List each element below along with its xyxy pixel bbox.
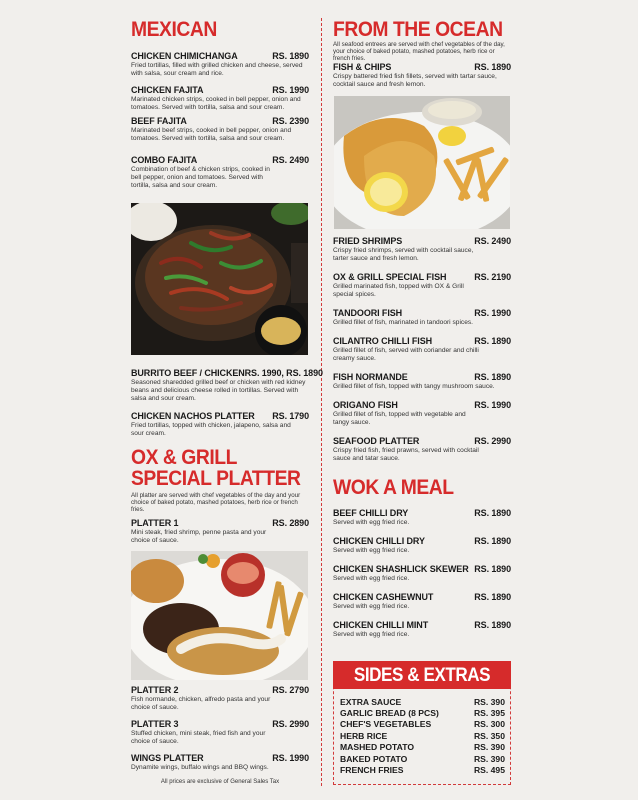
item-name: BURRITO BEEF / CHICKEN [131,367,245,379]
ocean-note: All seafood entrees are served with chef vegetables of the day, your choice of baked potato, mashed potatoes, herb rice or french fries. [333,41,505,62]
item-description: Fried tortillas, filled with grilled chicken and cheese, served with salsa, sour cream and rice. [131,62,303,78]
item-name: ORIGANO FISH [333,399,398,411]
column-divider [321,18,322,786]
item-description: Served with egg fried rice. [333,519,410,526]
item-description: Fried tortillas, topped with chicken, jalapeno, salsa and sour cream. [131,422,291,438]
item-description: Served with egg fried rice. [333,603,410,610]
item-name: CHICKEN CASHEWNUT [333,591,434,603]
item-price: RS. 2790 [272,684,309,696]
menu-item [333,564,511,583]
menu-item [333,592,511,611]
item-name: PLATTER 3 [131,718,179,730]
menu-item [333,272,511,299]
item-description: Grilled fillet of fish, topped with tangy mushroom sauce. [333,383,495,390]
side-name: CHEF'S VEGETABLES [340,719,432,729]
item-name: PLATTER 1 [131,517,179,529]
item-price: RS. 2890 [272,517,309,529]
fajita-photo [131,203,308,355]
side-price: RS. 495 [473,765,505,775]
item-description: Dynamite wings, buffalo wings and BBQ wings. [131,764,269,771]
item-price: RS. 1890 [272,50,309,62]
side-item [340,708,505,718]
menu-item [131,518,309,545]
side-item [340,765,505,775]
menu-item [131,685,309,712]
side-name: BAKED POTATO [340,754,408,764]
side-item [340,742,505,752]
item-name: CHICKEN FAJITA [131,84,204,96]
side-price: RS. 390 [473,697,505,707]
wok-title: WOK A MEAL [333,476,454,499]
item-name: WINGS PLATTER [131,752,204,764]
ox-grill-note: All platter are served with chef vegetables of the day and your choice of baked potato, mashed potatoes, herb rice or french fries. [131,492,301,513]
menu-item [131,51,309,78]
menu-item [131,411,309,438]
item-description: Grilled fillet of fish, topped with vegetable and tangy sauce. [333,411,466,427]
item-price: RS. 2390 [272,115,309,127]
side-name: EXTRA SAUCE [340,697,402,707]
item-name: CILANTRO CHILLI FISH [333,335,432,347]
item-price: RS. 1890 [474,507,511,519]
menu-item [131,155,309,191]
item-name: CHICKEN CHILLI MINT [333,619,429,631]
item-price: RS. 1990 [272,752,309,764]
sides-title: SIDES & EXTRAS [353,665,491,686]
side-price: RS. 390 [473,754,505,764]
item-description: Served with egg fried rice. [333,631,410,638]
side-item [340,731,505,741]
sides-banner [333,661,511,689]
menu-item [131,753,309,772]
ox-grill-title-line2: SPECIAL PLATTER [131,467,301,490]
item-description: Mini steak, fried shrimp, penne pasta and your choice of sauce. [131,529,267,545]
side-item [340,719,505,729]
item-price: RS. 1790 [272,410,309,422]
item-price: RS. 1990, RS. 1890 [244,367,323,379]
item-description: Marinated chicken strips, cooked in bell pepper, onion and tomatoes. Served with tortilla, salsa and sour cream. [131,96,301,112]
item-description: Grilled marinated fish, topped with OX & Grill special spices. [333,283,464,299]
item-description: Served with egg fried rice. [333,547,410,554]
item-price: RS. 2990 [474,435,511,447]
item-name: FRIED SHRIMPS [333,235,403,247]
item-name: FISH & CHIPS [333,61,392,73]
menu-item [333,620,511,639]
item-description: Marinated beef strips, cooked in bell pepper, onion and tomatoes. Served with tortilla, salsa and sour cream. [131,127,292,143]
item-price: RS. 1890 [474,563,511,575]
item-price: RS. 2990 [272,718,309,730]
item-name: BEEF CHILLI DRY [333,507,409,519]
item-description: Grilled fillet of fish, served with coriander and chilli creamy sauce. [333,347,479,363]
item-name: COMBO FAJITA [131,154,198,166]
item-price: RS. 1990 [474,307,511,319]
menu-item [131,719,309,746]
menu-item [333,400,511,427]
side-name: MASHED POTATO [340,742,415,752]
item-price: RS. 2490 [474,235,511,247]
menu-item [333,236,511,263]
menu-item [333,336,511,363]
ox-grill-title-line1: OX & GRILL [131,446,237,469]
item-name: FISH NORMANDE [333,371,408,383]
item-name: CHICKEN NACHOS PLATTER [131,410,255,422]
item-description: Grilled fillet of fish, marinated in tandoori spices. [333,319,473,326]
menu-item [333,62,511,89]
item-price: RS. 2190 [474,271,511,283]
item-price: RS. 1890 [474,619,511,631]
item-description: Combination of beef & chicken strips, cooked in bell pepper, onion and tomatoes. Served with tortilla, salsa and sour cream. [131,166,270,190]
menu-item [333,436,511,463]
menu-item [333,308,511,327]
menu-item [131,85,309,112]
menu-item [131,367,323,404]
item-price: RS. 1990 [272,84,309,96]
item-price: RS. 1890 [474,61,511,73]
menu-item [131,116,309,143]
item-name: CHICKEN CHILLI DRY [333,535,425,547]
side-item [340,754,505,764]
item-description: Crispy fried shrimps, served with cocktail sauce, tarter sauce and fresh lemon. [333,247,474,263]
item-description: Stuffed chicken, mini steak, fried fish and your choice of sauce. [131,730,266,746]
menu-item [333,372,511,391]
side-price: RS. 350 [473,731,505,741]
item-name: SEAFOOD PLATTER [333,435,420,447]
item-description: Served with egg fried rice. [333,575,410,582]
item-description: Seasoned sharedded grilled beef or chicken with red kidney beans and delicious cheese rolled in tortillas. Served with salsa and sour cream. [131,379,306,403]
item-name: OX & GRILL SPECIAL FISH [333,271,447,283]
item-price: RS. 1890 [474,535,511,547]
menu-item [333,508,511,527]
mexican-title: MEXICAN [131,18,217,41]
side-name: GARLIC BREAD (8 PCS) [340,708,439,718]
item-description: Fish normande, chicken, alfredo pasta and your choice of sauce. [131,696,271,712]
item-name: CHICKEN SHASHLICK SKEWER [333,563,469,575]
fish-and-chips-photo [334,96,510,229]
side-price: RS. 300 [473,719,505,729]
side-name: HERB RICE [340,731,388,741]
item-price: RS. 1990 [474,399,511,411]
ocean-title: FROM THE OCEAN [333,18,503,41]
item-price: RS. 2490 [272,154,309,166]
platter-photo [131,551,308,680]
side-price: RS. 390 [473,742,505,752]
tax-note: All prices are exclusive of General Sales Tax [160,779,280,785]
item-price: RS. 1890 [474,335,511,347]
item-name: TANDOORI FISH [333,307,403,319]
side-item [340,697,505,707]
item-name: BEEF FAJITA [131,115,187,127]
item-name: CHICKEN CHIMICHANGA [131,50,238,62]
item-description: Crispy battered fried fish fillets, served with tartar sauce, cocktail sauce and fresh lemon. [333,73,497,89]
item-description: Crispy fried fish, fried prawns, served with cocktail sauce and tatar sauce. [333,447,479,463]
item-price: RS. 1890 [474,591,511,603]
item-price: RS. 1890 [474,371,511,383]
menu-item [333,536,511,555]
item-name: PLATTER 2 [131,684,179,696]
side-name: FRENCH FRIES [340,765,404,775]
side-price: RS. 395 [473,708,505,718]
